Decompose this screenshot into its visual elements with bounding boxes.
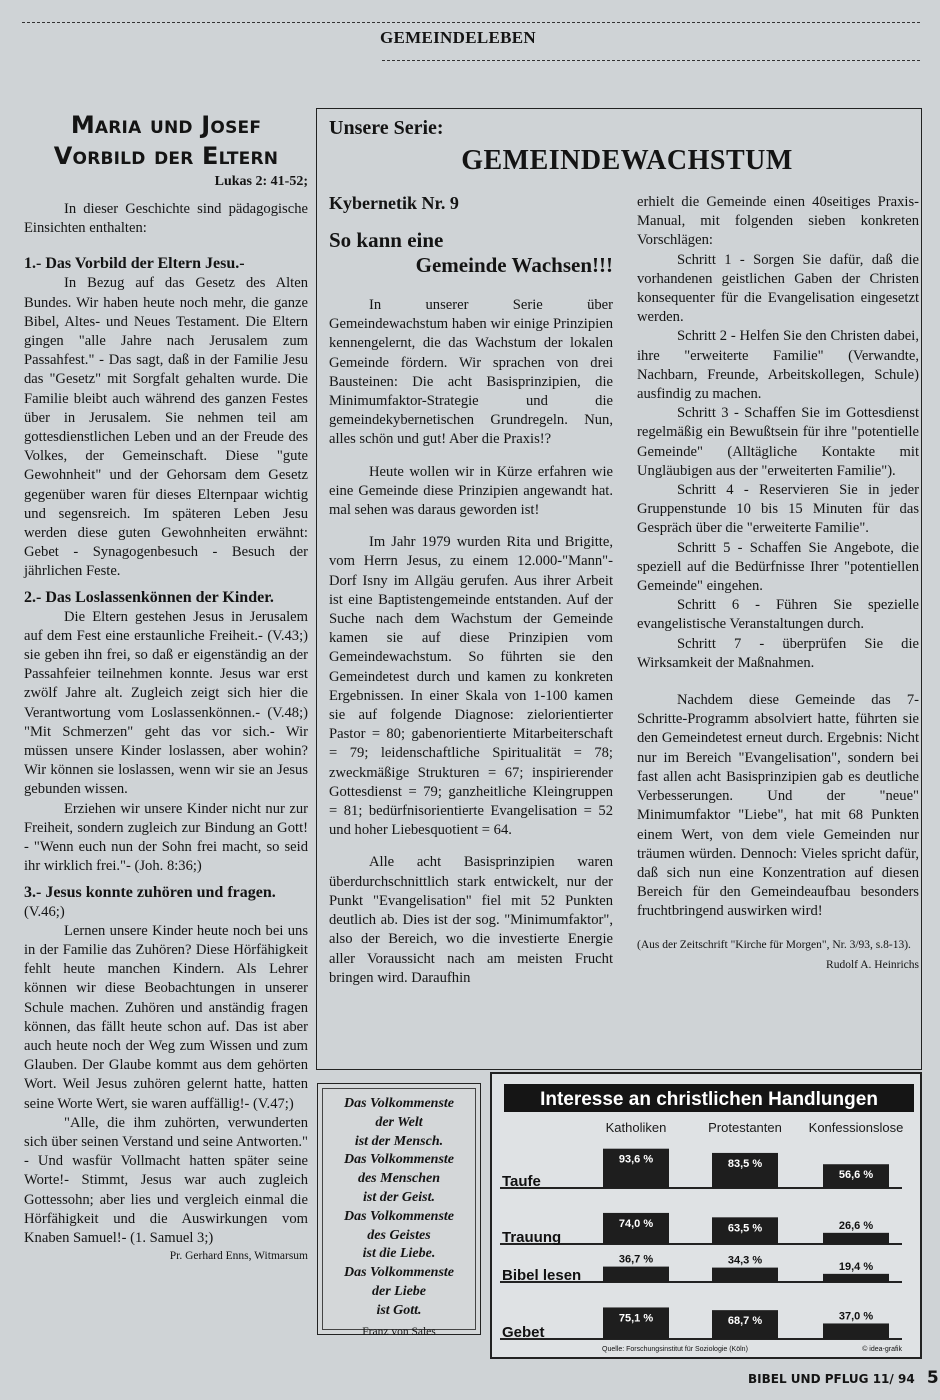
- quote-line: Das Volkommenste: [343, 1152, 455, 1168]
- quote-line: Das Volkommenste: [343, 1096, 455, 1111]
- data-label: 74,0 %: [618, 1217, 654, 1230]
- article-title-line1: Maria und Josef: [70, 111, 262, 139]
- quote-author: Franz von Sales: [362, 1325, 436, 1338]
- data-label: 75,1 %: [618, 1312, 654, 1325]
- page-footer: [748, 1368, 939, 1388]
- subtitle-line1: So kann eine: [329, 228, 444, 252]
- heading-3-ref: (V.46;): [24, 903, 65, 920]
- category-label: Trauung: [502, 1229, 562, 1246]
- data-label: 93,6 %: [618, 1153, 654, 1166]
- magazine-name: BIBEL UND PFLUG: [748, 1372, 869, 1386]
- article-title-line2: Vorbild der Eltern: [53, 142, 279, 170]
- bar: [712, 1268, 778, 1282]
- quote-line: Das Volkommenste: [343, 1265, 455, 1281]
- paragraph-4: Lernen unsere Kinder heute noch bei uns in der Familie das Zuhören? Diese Hörfähigkeit fehlt heute manchen Kindern. Als Lehrer können wir diese Beobachtungen in unserer Schule machen. Zuhören und anständig fragen können, das fällt heute schon auf. Das ist aber auch heute noch der Weg zum Wissen und zum Glauben. Der Glaube kommt aus dem gehörten Wort. Weil Jesus zuhören gelernt hatte, hatten seine Worte Wert, sie waren auffällig!- (V.47;): [24, 922, 308, 1112]
- bar: [603, 1267, 669, 1282]
- paragraph-2: Die Eltern gestehen Jesus in Jerusalem auf dem Fest eine erstaunliche Freiheit.- (V.43;) sie geben ihn frei, so daß er eigenständig an der Passahfeier teilnehmen konnte. Jesus war erst zwölf Jahre alt. Zugleich zeigt sich hier die Verantwortung vom Loslassenkönnen.- (V.48;) "Mit Schmerzen" geht das vor sich.- Wir müssen unsere Kinder loslassen, aber wohin? Wir können sie loslassen, wenn wir sie an Jesus gebunden wissen.: [24, 608, 308, 798]
- data-label: 19,4 %: [838, 1260, 874, 1273]
- series-paragraph-2: Heute wollen wir in Kürze erfahren wie eine Gemeinde diese Prinzipien angewandt hat. mal sehen was daraus geworden ist!: [329, 463, 613, 519]
- chart-title: Interesse an christlichen Handlungen: [540, 1089, 878, 1110]
- data-label: 36,7 %: [618, 1253, 654, 1266]
- data-label: 34,3 %: [727, 1254, 763, 1267]
- data-label: 37,0 %: [838, 1310, 874, 1323]
- data-label: 56,6 %: [838, 1169, 874, 1182]
- article-maria-josef: [24, 110, 308, 1262]
- series-column-left: [329, 193, 613, 988]
- kybernetik-label: Kybernetik Nr. 9: [329, 193, 459, 213]
- paragraph-1: In Bezug auf das Gesetz des Alten Bundes. Wir haben heute noch mehr, die ganze Bibel, Altes- und Neues Testament. Die Eltern gingen "alle Jahre nach Jerusalem zum Passahfest." - Das sagt, daß in der Familie Jesu das "Gesetz" mit Sorgfalt gehalten wurde. Die Familie bleibt auch während des ganzen Festes über in Jerusalem. Sie nehmen teil am gottesdienstlichen Leben und an der Freude des Volkes, der Gemeinschaft. Diese "gute Gewohnheit" und der Gehorsam dem Gesetz gegenüber waren für dieses Elternpaar wichtig und segensreich. Im späteren Leben Jesu werden diese guten Gewohnheiten erwähnt: Gebet - Synagogenbesuch - Besuch der jährlichen Feste.: [24, 275, 308, 580]
- heading-2: 2.- Das Loslassenkönnen der Kinder.: [24, 588, 274, 606]
- page-number: 5: [926, 1368, 939, 1388]
- quote-line: ist der Mensch.: [354, 1133, 444, 1149]
- series-source: (Aus der Zeitschrift "Kirche für Morgen", Nr. 3/93, s.8-13).: [637, 938, 911, 951]
- chart-credit: © idea-grafik: [862, 1346, 902, 1353]
- bible-reference: Lukas 2: 41-52;: [214, 174, 308, 189]
- data-label: 26,6 %: [838, 1219, 874, 1232]
- step-4: Schritt 4 - Reservieren Sie in jeder Gruppenstunde 10 bis 15 Minuten für das Gespräch über die "erweiterte Familie".: [637, 482, 919, 537]
- data-label: 68,7 %: [727, 1315, 763, 1328]
- quote-line: Das Volkommenste: [343, 1208, 455, 1224]
- quote-line: ist der Geist.: [363, 1189, 435, 1205]
- step-7: Schritt 7 - überprüfen Sie die Wirksamkeit der Maßnahmen.: [637, 635, 919, 671]
- section-title: GEMEINDELEBEN: [380, 28, 536, 47]
- series-paragraph-1: In unserer Serie über Gemeindewachstum haben wir einige Prinzipien kennengelernt, die das Wachstum der lokalen Gemeinde fördern. Wir sprachen von drei Bausteinen: Die acht Basisprinzipien, die Minimumfaktor-Strategie und die gemeindekybernetischen Grundregeln. Nun, alles schön und gut! Aber die Praxis!?: [329, 297, 613, 448]
- data-label: 83,5 %: [727, 1157, 763, 1170]
- header-rule-bottom: [382, 60, 920, 61]
- data-label: 63,5 %: [727, 1222, 763, 1235]
- chart-interesse: [490, 1072, 922, 1359]
- category-label: Bibel lesen: [502, 1267, 582, 1284]
- paragraph-5: "Alle, die ihm zuhörten, verwunderten sich über seinen Verstand und seine Antworten." - Und wasfür Vollmacht hatten später seine Worte!- Stimmt, Jesus war auch zugleich Gottessohn; aber lies und vergleich einmal die Hörfähigkeit und die Auswirkungen vom Knaben Samuel!- (1. Samuel 3;): [24, 1114, 308, 1246]
- series-paragraph-5: erhielt die Gemeinde einen 40seitiges Praxis-Manual, mit folgenden sieben konkreten Vorschlägen:: [637, 194, 919, 249]
- article-author: Pr. Gerhard Enns, Witmarsum: [169, 1250, 308, 1263]
- paragraph-3: Erziehen wir unsere Kinder nicht nur zur Freiheit, sondern zugleich zur Bindung an Gott! - "Wenn euch nun der Sohn frei macht, so seid ihr wirklich frei."- (Joh. 8:36;): [24, 800, 308, 875]
- step-5: Schritt 5 - Schaffen Sie Angebote, die speziell auf die Bedürfnisse Ihrer "potentiellen Gemeinde" eingehen.: [637, 539, 919, 595]
- series-paragraph-3: Im Jahr 1979 wurden Rita und Brigitte, vom Herrn Jesus, zu einem 12.000-"Mann"-Dorf Isny im Allgäu gerufen. Aus ihrer Arbeit ist eine Baptistengemeinde entstanden. Auf der Suche nach dem Wachstum der Gemeinde kamen sie auf diese Prinzipien vom Gemeindewachstum. So führten sie den Gemeindetest durch und kamen zu konkreten Ergebnissen. In einer Skala von 1-100 kamen sie auf folgende Diagnose: zielorientierter Pastor = 80; gabenorientierte Mitarbeiterschaft = 79; leidenschaftliche Spiritualität = 78; zweckmäßige Strukturen = 67; inspirierender Gottesdienst = 79; ganzheitliche Kleingruppen = 81; bedürfnisorientierte Evangelisation = 52 und hoher Liebesquotient = 64.: [329, 534, 613, 839]
- quote-frame: [322, 1088, 476, 1338]
- series-column-right: [637, 193, 919, 971]
- step-6: Schritt 6 - Führen Sie spezielle evangelistische Veranstaltungen durch.: [637, 597, 919, 633]
- bar: [823, 1323, 889, 1339]
- heading-3: 3.- Jesus konnte zuhören und fragen.: [24, 883, 276, 901]
- chart-svg: [492, 1074, 920, 1357]
- chart-source: Quelle: Forschungsinstitut für Soziologie (Köln): [602, 1346, 748, 1353]
- step-2: Schritt 2 - Helfen Sie den Christen dabei, ihre "erweiterte Familie" (Verwandte, Nachbarn, Freunde, Arbeitskollegen, Schule) ausfindig zu machen.: [637, 328, 919, 403]
- series-label: Unsere Serie:: [329, 117, 444, 139]
- quote-line: des Menschen: [357, 1171, 441, 1187]
- bar: [823, 1274, 889, 1282]
- quote-box: [317, 1083, 481, 1338]
- category-label: Gebet: [502, 1324, 545, 1341]
- series-box: [316, 108, 922, 1070]
- heading-1: 1.- Das Vorbild der Eltern Jesu.-: [24, 255, 245, 273]
- subtitle-line2: Gemeinde Wachsen!!!: [415, 253, 613, 277]
- quote-line: des Geistes: [367, 1227, 431, 1243]
- quote-line: ist Gott.: [376, 1302, 422, 1318]
- series-paragraph-4: Alle acht Basisprinzipien waren überdurchschnittlich stark entwickelt, nur der Punkt "Evangelisation" fiel mit 52 Punkten deutlich ab. Dies ist der sog. "Minimumfaktor", also der Bereich, wo die investierte Energie aller Voraussicht nach am meisten Frucht bringen wird. Daraufhin: [329, 854, 613, 986]
- quote-line: der Welt: [375, 1114, 423, 1130]
- series-author: Rudolf A. Heinrichs: [826, 958, 919, 971]
- quote-line: der Liebe: [371, 1283, 427, 1299]
- series-title: GEMEINDEWACHSTUM: [461, 145, 793, 176]
- header-rule-top: [22, 22, 920, 23]
- legend-protestanten: Protestanten: [708, 1120, 782, 1135]
- category-label: Taufe: [502, 1173, 541, 1190]
- series-conclusion: Nachdem diese Gemeinde das 7-Schritte-Programm absolviert hatte, führten sie den Gemeindetest erneut durch. Ergebnis: Nicht nur im Bereich "Evangelisation", sondern bei fast allen acht Basisprinzipien gab es deutliche Verbesserungen. Und der "neue" Minimumfaktor "Liebe", hat mit 68 Punkten einem Wert, von dem viele Gemeinden nur träumen würden. Dennoch: Vieles spricht dafür, daß sich nun eine Konzentration auf diesen Bereich für den Gemeindeaufbau besonders fruchtbringend auswirken wird!: [637, 692, 919, 920]
- quote-line: ist die Liebe.: [362, 1246, 436, 1262]
- legend-konfessionslose: Konfessionslose: [808, 1120, 904, 1135]
- intro-paragraph: In dieser Geschichte sind pädagogische Einsichten enthalten:: [24, 201, 308, 237]
- legend-katholiken: Katholiken: [605, 1120, 667, 1135]
- step-1: Schritt 1 - Sorgen Sie dafür, daß die vorhandenen geistlichen Gaben der Christen konsequenter für die Evangelisation eingesetzt werden.: [637, 251, 919, 326]
- bar: [823, 1233, 889, 1244]
- issue-number: 11/ 94: [872, 1372, 915, 1386]
- step-3: Schritt 3 - Schaffen Sie im Gottesdienst regelmäßig ein Bewußtsein für ihre "potentielle Gemeinde" (Alltägliche Kontakte mit Ungläubigen aus der "erweiterten Familie").: [637, 405, 919, 479]
